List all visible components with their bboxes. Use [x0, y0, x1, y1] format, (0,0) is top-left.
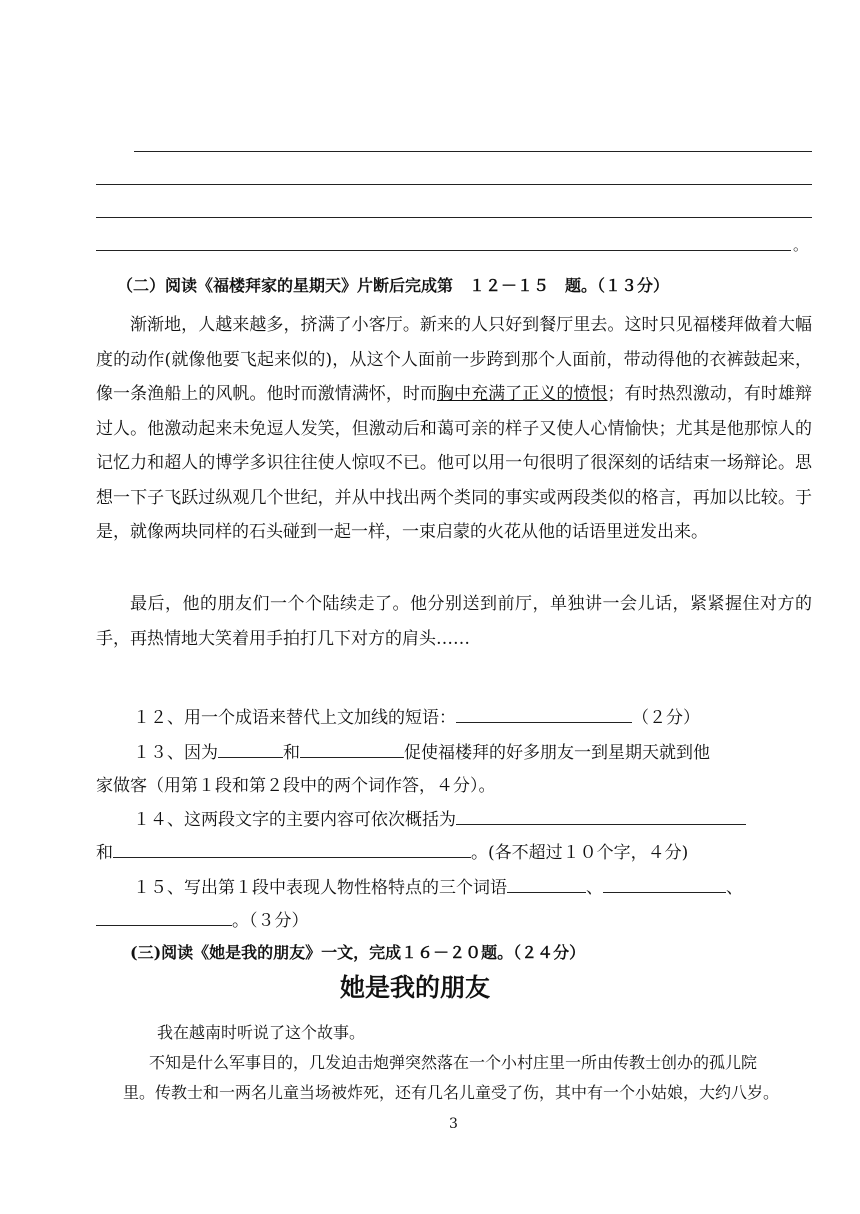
answer-line-1 — [134, 151, 812, 152]
answer-line-4 — [96, 250, 791, 251]
answer-line-2 — [96, 184, 812, 185]
paragraph-1-text-a: 渐渐地，人越来越多，挤满了小客厅。新来的人只好到餐厅里去。这时只见福楼拜做着大幅度的动作(就像他要飞起来似的)，从这个人面前一步跨到那个人面前，带动得他的衣裤鼓起来，像一条渔船上的风帆。他时而激情满怀，时而 — [96, 315, 812, 404]
q13-text-b: 和 — [283, 743, 300, 763]
q14-answer-blank-1[interactable] — [456, 806, 746, 825]
answer-line-3 — [96, 217, 812, 218]
q12-answer-blank[interactable] — [456, 704, 632, 723]
q13-text-c: 促使福楼拜的好多朋友一到星期天就到他 — [404, 743, 710, 763]
underlined-phrase: 胸中充满了正义的愤恨 — [436, 384, 608, 404]
q14-text-b: 和 — [96, 843, 113, 863]
paragraph-1-text-b: ；有时热烈激动，有时雄辩过人。他激动起来未免逗人发笑，但激动后和蔼可亲的样子又使人心情愉快；尤其是他那惊人的记忆力和超人的博学多识往往使人惊叹不已。他可以用一句很明了很深刻的话结束一场辩论。思想一下子飞跃过纵观几个世纪，并从中找出两个类同的事实或两段类似的格言，再加以比较。于是，就像两块同样的石头碰到一起一样，一束启蒙的火花从他的话语里迸发出来。 — [96, 384, 813, 542]
question-15 — [133, 873, 743, 898]
q13-text-a: １３、因为 — [133, 743, 218, 763]
section-2-paragraph-1 — [96, 308, 812, 550]
q15-sep-2: 、 — [726, 878, 743, 898]
answer-line-end-mark: 。 — [793, 236, 809, 254]
question-14 — [133, 805, 746, 830]
question-13-cont: 家做客（用第１段和第２段中的两个词作答，４分）。 — [96, 776, 496, 796]
q13-answer-blank-1[interactable] — [218, 739, 283, 758]
section-2-heading: （二）阅读《福楼拜家的星期天》片断后完成第 １２－１５ 题。（１３分） — [117, 276, 670, 295]
article-line-3: 里。传教士和一两名儿童当场被炸死，还有几名儿童受了伤，其中有一个小姑娘，大约八岁。 — [123, 1083, 780, 1102]
article-line-1: 我在越南时听说了这个故事。 — [157, 1023, 366, 1042]
q13-answer-blank-2[interactable] — [300, 739, 404, 758]
q15-text: １５、写出第１段中表现人物性格特点的三个词语 — [133, 878, 507, 898]
q14-text-c: 。(各不超过１０个字，４分) — [471, 843, 689, 863]
question-15-cont — [96, 906, 309, 931]
q15-answer-blank-3[interactable] — [96, 907, 232, 926]
q12-text: １２、用一个成语来替代上文加线的短语： — [133, 708, 456, 728]
question-13 — [133, 738, 710, 763]
page-number: 3 — [449, 1116, 458, 1132]
q15-answer-blank-1[interactable] — [507, 874, 586, 893]
section-3-heading: (三)阅读《她是我的朋友》一文，完成１６－２０题。（２４分） — [130, 943, 586, 962]
question-14-cont — [96, 838, 688, 863]
article-title: 她是我的朋友 — [339, 973, 490, 1002]
question-12 — [133, 703, 700, 728]
q15-score: 。（３分） — [232, 911, 309, 931]
q15-sep-1: 、 — [586, 878, 603, 898]
article-line-2: 不知是什么军事目的，几发迫击炮弹突然落在一个小村庄里一所由传教士创办的孤儿院 — [149, 1053, 758, 1072]
q12-score: （２分） — [632, 708, 700, 728]
q14-text-a: １４、这两段文字的主要内容可依次概括为 — [133, 810, 456, 830]
q15-answer-blank-2[interactable] — [603, 874, 726, 893]
section-2-paragraph-2: 最后，他的朋友们一个个陆续走了。他分别送到前厅，单独讲一会儿话，紧紧握住对方的手，再热情地大笑着用手拍打几下对方的肩头…… — [96, 594, 812, 649]
q14-answer-blank-2[interactable] — [113, 839, 471, 858]
